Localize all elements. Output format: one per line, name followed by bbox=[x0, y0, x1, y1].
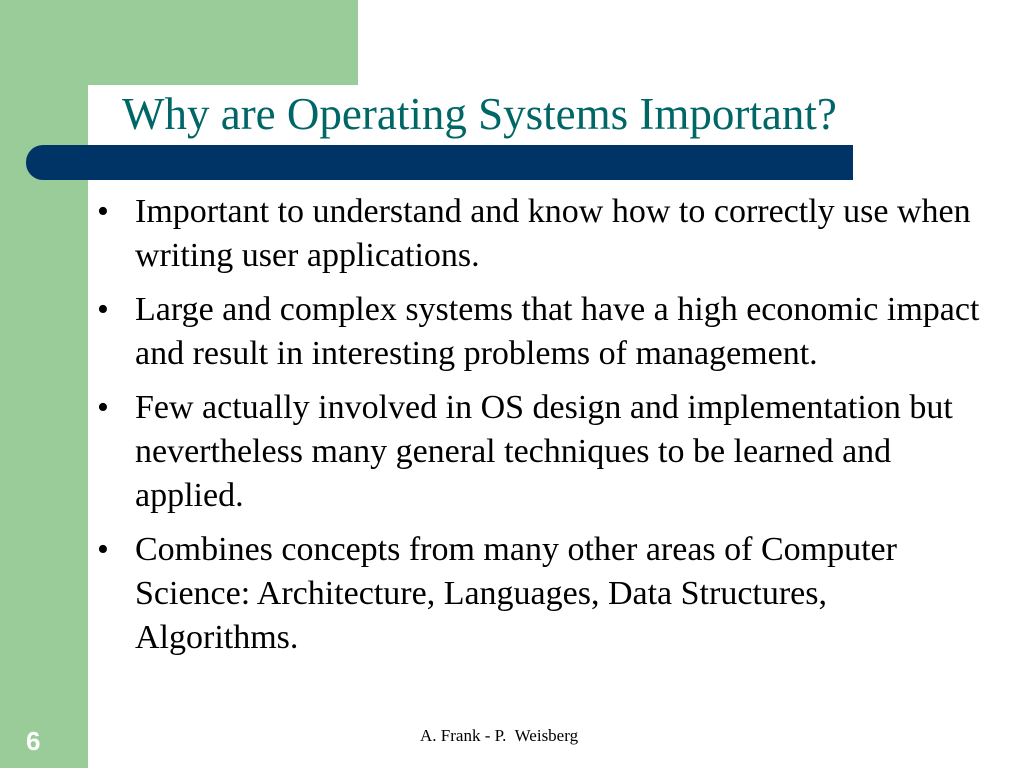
bullet-text: Important to understand and know how to correctly use when writing user applications. bbox=[135, 193, 971, 274]
slide-title: Why are Operating Systems Important? bbox=[122, 89, 837, 139]
bullet-icon: • bbox=[97, 291, 109, 328]
bullet-list bbox=[97, 190, 997, 670]
bullet-icon: • bbox=[97, 531, 109, 568]
slide-number: 6 bbox=[26, 726, 41, 756]
title-underline-bar bbox=[26, 145, 853, 180]
green-top-decoration bbox=[0, 0, 358, 85]
bullet-text: Combines concepts from many other areas of Computer Science: Architecture, Languages, Data Structures, Algorithms. bbox=[135, 531, 897, 656]
footer-credits: A. Frank - P. Weisberg bbox=[420, 726, 579, 745]
bullet-item bbox=[97, 190, 997, 278]
bullet-icon: • bbox=[97, 389, 109, 426]
bullet-text: Large and complex systems that have a high economic impact and result in interesting problems of management. bbox=[135, 291, 980, 372]
bullet-text: Few actually involved in OS design and implementation but nevertheless many general techniques to be learned and applied. bbox=[135, 389, 953, 514]
bullet-item bbox=[97, 528, 997, 660]
bullet-item bbox=[97, 386, 997, 518]
green-sidebar-decoration bbox=[0, 0, 88, 768]
bullet-icon: • bbox=[97, 193, 109, 230]
bullet-item bbox=[97, 288, 997, 376]
